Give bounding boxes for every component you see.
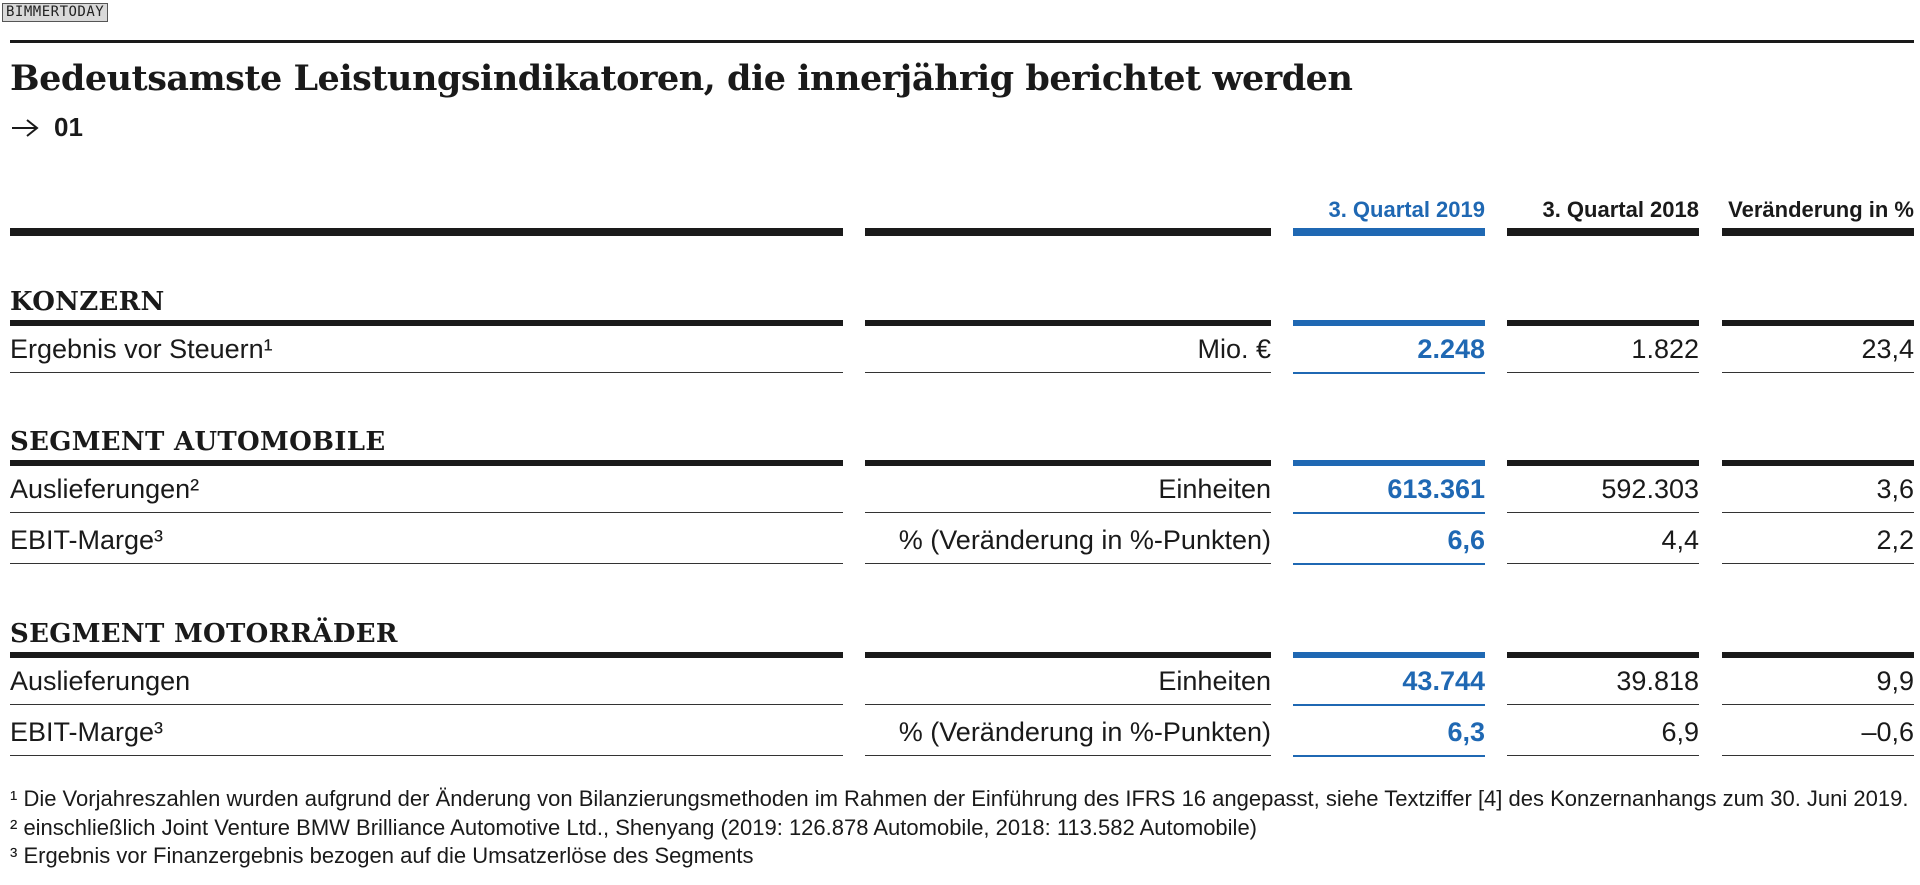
- row-divider: [865, 755, 1271, 756]
- value-change: 2,2: [1876, 525, 1914, 555]
- row-divider: [1722, 755, 1914, 756]
- row-divider: [1722, 512, 1914, 513]
- row-divider: [10, 704, 843, 705]
- section-rule: [1507, 652, 1699, 658]
- row-divider: [865, 372, 1271, 373]
- top-rule: [10, 40, 1914, 43]
- value-previous: 1.822: [1631, 334, 1699, 364]
- row-unit: Einheiten: [1158, 474, 1271, 504]
- row-divider: [1722, 372, 1914, 373]
- value-previous: 4,4: [1661, 525, 1699, 555]
- value-change: 23,4: [1861, 334, 1914, 364]
- section-rule: [1722, 460, 1914, 466]
- row-divider: [1507, 372, 1699, 373]
- row-divider: [1293, 755, 1485, 757]
- row-divider: [10, 755, 843, 756]
- value-current: 6,6: [1447, 525, 1485, 555]
- footnote-3: ³ Ergebnis vor Finanzergebnis bezogen auf die Umsatzerlöse des Segments: [10, 843, 754, 868]
- row-unit: % (Veränderung in %-Punkten): [898, 717, 1271, 747]
- section-rule: [10, 320, 843, 326]
- column-header-previous: 3. Quartal 2018: [1542, 197, 1699, 222]
- page-title: Bedeutsamste Leistungsindikatoren, die innerjährig berichtet werden: [10, 58, 1353, 99]
- footnote-1: ¹ Die Vorjahreszahlen wurden aufgrund der Änderung von Bilanzierungsmethoden im Rahmen der Einführung des IFRS 16 angepasst, siehe Textziffer [4] des Konzernanhangs zum 30. Juni 2019.: [10, 786, 1909, 811]
- section-rule: [1293, 460, 1485, 466]
- row-divider: [1507, 755, 1699, 756]
- row-divider: [10, 372, 843, 373]
- row-divider: [1293, 563, 1485, 565]
- section-rule: [1507, 320, 1699, 326]
- section-rule: [10, 460, 843, 466]
- section-rule: [1507, 460, 1699, 466]
- section-rule: [865, 320, 1271, 326]
- row-unit: Einheiten: [1158, 666, 1271, 696]
- row-divider: [865, 704, 1271, 705]
- value-change: 9,9: [1876, 666, 1914, 696]
- header-bar-previous: [1507, 228, 1699, 236]
- row-divider: [1722, 563, 1914, 564]
- section-rule: [865, 460, 1271, 466]
- header-bar-label: [10, 228, 843, 236]
- row-divider: [1722, 704, 1914, 705]
- value-current: 2.248: [1417, 334, 1485, 364]
- header-bar-change: [1722, 228, 1914, 236]
- row-divider: [865, 563, 1271, 564]
- header-bar-current: [1293, 228, 1485, 236]
- row-divider: [10, 563, 843, 564]
- row-unit: % (Veränderung in %-Punkten): [898, 525, 1271, 555]
- section-rule: [1722, 652, 1914, 658]
- row-divider: [865, 512, 1271, 513]
- value-previous: 39.818: [1616, 666, 1699, 696]
- section-rule: [1722, 320, 1914, 326]
- value-previous: 592.303: [1601, 474, 1699, 504]
- row-divider: [1293, 372, 1485, 374]
- row-divider: [1507, 512, 1699, 513]
- value-current: 6,3: [1447, 717, 1485, 747]
- row-divider: [10, 512, 843, 513]
- value-change: –0,6: [1861, 717, 1914, 747]
- section-rule: [10, 652, 843, 658]
- section-title: KONZERN: [10, 287, 165, 317]
- row-divider: [1507, 563, 1699, 564]
- column-header-change: Veränderung in %: [1728, 197, 1914, 222]
- section-rule: [865, 652, 1271, 658]
- arrow-right-icon: [10, 117, 40, 139]
- row-label: Auslieferungen: [10, 666, 191, 696]
- value-current: 613.361: [1387, 474, 1485, 504]
- row-divider: [1293, 512, 1485, 514]
- value-change: 3,6: [1876, 474, 1914, 504]
- column-header-current: 3. Quartal 2019: [1328, 197, 1485, 222]
- reference-number: 01: [54, 112, 83, 142]
- section-title: SEGMENT AUTOMOBILE: [10, 427, 386, 457]
- section-rule: [1293, 652, 1485, 658]
- header-bar-unit: [865, 228, 1271, 236]
- row-divider: [1293, 704, 1485, 706]
- row-label: EBIT-Marge³: [10, 717, 164, 747]
- row-divider: [1507, 704, 1699, 705]
- watermark-logo: BIMMERTODAY: [2, 3, 108, 22]
- row-label: EBIT-Marge³: [10, 525, 164, 555]
- footnote-2: ² einschließlich Joint Venture BMW Brilliance Automotive Ltd., Shenyang (2019: 126.878 Automobile, 2018: 113.582 Automobile): [10, 815, 1258, 840]
- value-current: 43.744: [1402, 666, 1485, 696]
- row-label: Auslieferungen²: [10, 474, 200, 504]
- row-unit: Mio. €: [1197, 334, 1271, 364]
- value-previous: 6,9: [1661, 717, 1699, 747]
- row-label: Ergebnis vor Steuern¹: [10, 334, 273, 364]
- section-rule: [1293, 320, 1485, 326]
- section-title: SEGMENT MOTORRÄDER: [10, 619, 398, 649]
- reference-label: [10, 112, 83, 143]
